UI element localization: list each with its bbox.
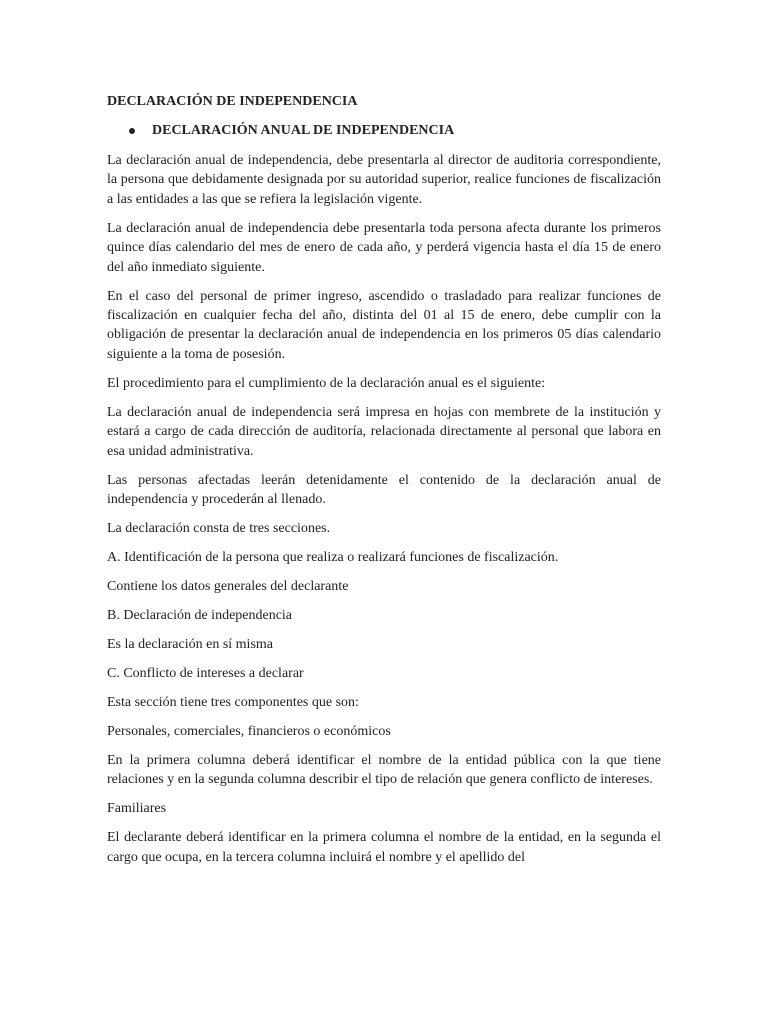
paragraph-2: La declaración anual de independencia debe presentarla toda persona afecta durante los primeros quince días calendario del mes de enero de cada año, y perderá vigencia hasta el día 15 de enero del año inmediato siguiente. — [107, 220, 661, 275]
paragraph-5: La declaración anual de independencia será impresa en hojas con membrete de la institución y estará a cargo de cada dirección de auditoría, relacionada directamente al personal que labora en esa unidad administrativa. — [107, 404, 661, 459]
component-familiares: Familiares — [107, 801, 167, 817]
paragraph-7: La declaración consta de tres secciones. — [107, 521, 331, 537]
paragraph-1: La declaración anual de independencia, debe presentarla al director de auditoria correspondiente, la persona que debidamente designada por su autoridad superior, realice funciones de fiscalización a las entidades a las que se refiera la legislación vigente. — [107, 153, 661, 207]
section-a-heading: A. Identificación de la persona que realiza o realizará funciones de fiscalización. — [107, 550, 559, 566]
section-a-description: Contiene los datos generales del declarante — [107, 579, 349, 595]
bullet-heading — [129, 121, 661, 140]
paragraph-columns-2: El declarante deberá identificar en la primera columna el nombre de la entidad, en la segunda el cargo que ocupa, en la tercera columna incluirá el nombre y el apellido del — [107, 830, 661, 865]
section-c-heading: C. Conflicto de intereses a declarar — [107, 666, 304, 682]
section-c-description: Esta sección tiene tres componentes que son: — [107, 695, 359, 711]
section-b-description: Es la declaración en sí misma — [107, 637, 273, 653]
paragraph-4: El procedimiento para el cumplimiento de la declaración anual es el siguiente: — [107, 375, 546, 391]
paragraph-6: Las personas afectadas leerán detenidamente el contenido de la declaración anual de independencia y procederán al llenado. — [107, 472, 661, 508]
component-personales: Personales, comerciales, financieros o económicos — [107, 724, 391, 740]
document-title: DECLARACIÓN DE INDEPENDENCIA — [107, 94, 358, 109]
bullet-dot-icon — [129, 128, 135, 134]
bullet-heading-text: DECLARACIÓN ANUAL DE INDEPENDENCIA — [152, 123, 455, 138]
paragraph-3: En el caso del personal de primer ingreso, ascendido o trasladado para realizar funciones de fiscalización en cualquier fecha del año, distinta del 01 al 15 de enero, debe cumplir con la obligación de presentar la declaración anual de independencia en los primeros 05 días calendario siguiente a la toma de posesión. — [107, 288, 661, 362]
paragraph-columns-1: En la primera columna deberá identificar el nombre de la entidad pública con la que tiene relaciones y en la segunda columna describir el tipo de relación que genera conflicto de intereses. — [107, 753, 661, 788]
document-page — [107, 92, 661, 877]
section-b-heading: B. Declaración de independencia — [107, 608, 293, 624]
